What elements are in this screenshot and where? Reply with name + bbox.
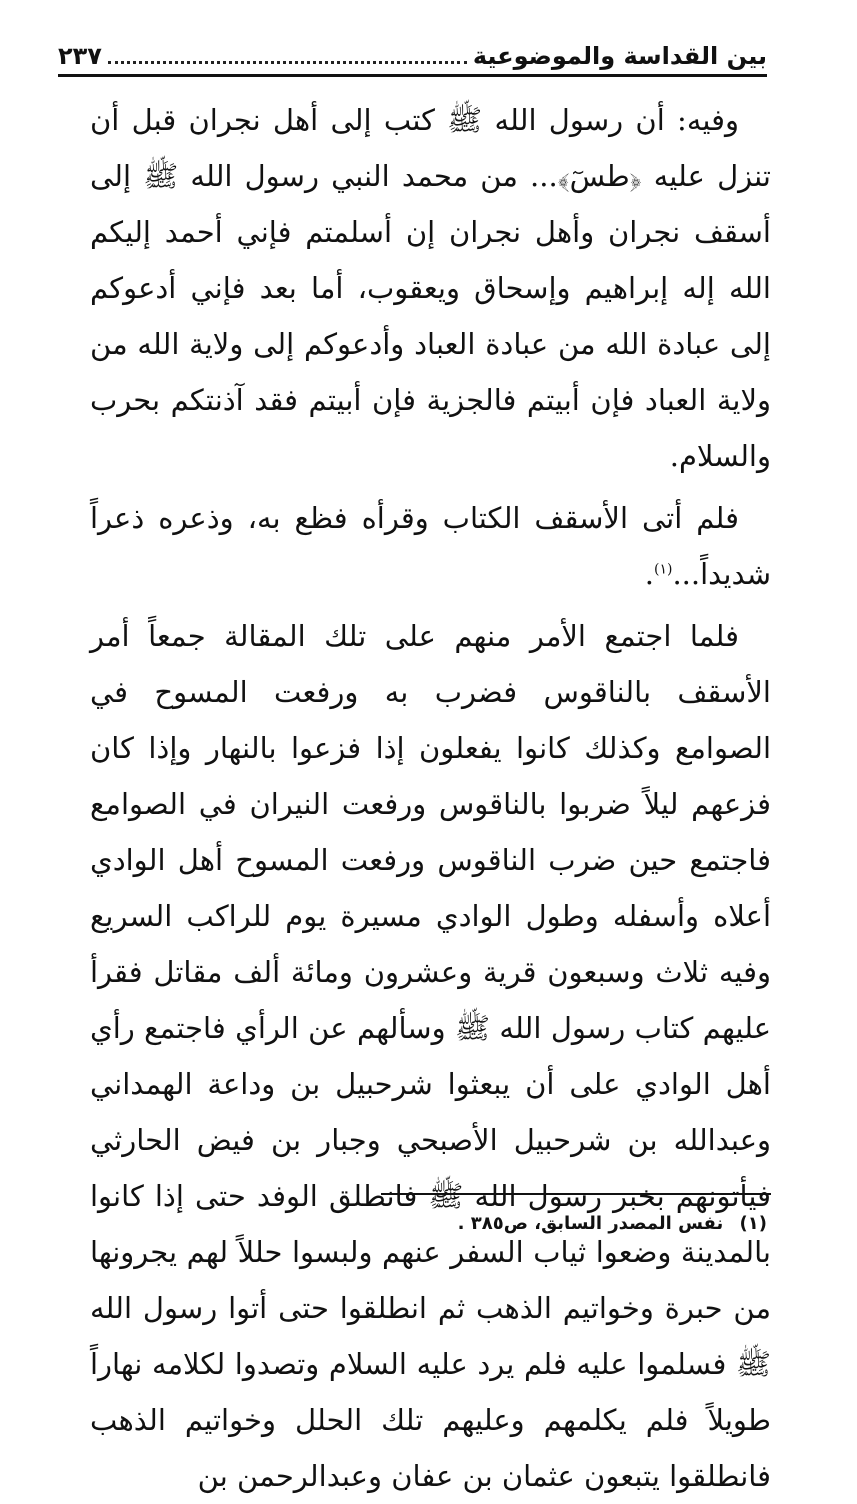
- footnote-divider: [381, 1193, 771, 1195]
- header-leader-dots: [108, 60, 467, 64]
- page-number: ٢٣٧: [58, 42, 102, 70]
- book-title: بين القداسة والموضوعية: [472, 42, 767, 70]
- footnote-text: نفس المصدر السابق، ص٣٨٥ .: [457, 1213, 724, 1234]
- running-header: [58, 28, 767, 77]
- paragraph-2: [90, 490, 771, 602]
- paragraph-3: فلما اجتمع الأمر منهم على تلك المقالة جمعاً أمر الأسقف بالناقوس فضرب به ورفعت المسوح في الصوامع وكذلك كانوا يفعلون إذا فزعوا بالنهار وإذا كان فزعهم ليلاً ضربوا بالناقوس ورفعت النيران في الصوامع فاجتمع حين ضرب الناقوس ورفعت المسوح أهل الوادي أعلاه وأسفله وطول الوادي مسيرة يوم للراكب السريع وفيه ثلاث وسبعون قرية وعشرون ومائة ألف مقاتل فقرأ عليهم كتاب رسول الله ﷺ وسألهم عن الرأي فاجتمع رأي أهل الوادي على أن يبعثوا شرحبيل بن وداعة الهمداني وعبدالله بن شرحبيل الأصبحي وجبار بن فيض الحارثي فيأتونهم بخبر رسول الله ﷺ فانطلق الوفد حتى إذا كانوا بالمدينة وضعوا ثياب السفر عنهم ولبسوا حللاً لهم يجرونها من حبرة وخواتيم الذهب ثم انطلقوا حتى أتوا رسول الله ﷺ فسلموا عليه فلم يرد عليه السلام وتصدوا لكلامه نهاراً طويلاً فلم يكلمهم وعليهم تلك الحلل وخواتيم الذهب فانطلقوا يتبعون عثمان بن عفان وعبدالرحمن بن: [90, 619, 771, 1493]
- footnote: [90, 1208, 767, 1240]
- footnote-reference[interactable]: (١): [654, 561, 673, 578]
- footnote-number: (١): [739, 1213, 767, 1234]
- paragraph-1: وفيه: أن رسول الله ﷺ كتب إلى أهل نجران قبل أن تنزل عليه ﴿طسٓ﴾... من محمد النبي رسول الله ﷺ إلى أسقف نجران وأهل نجران إن أسلمتم فإني أحمد إليكم الله إله إبراهيم وإسحاق ويعقوب، أما بعد فإني أدعوكم إلى عبادة الله من عبادة العباد وأدعوكم إلى ولاية الله من ولاية العباد فإن أبيتم فالجزية فإن أبيتم فقد آذنتكم بحرب والسلام.: [90, 103, 771, 473]
- paragraph-2-end: .: [644, 557, 654, 591]
- paragraph-2-text: فلم أتى الأسقف الكتاب وقرأه فظع به، وذعره ذعراً شديداً...: [90, 501, 771, 591]
- main-text: [90, 92, 771, 1504]
